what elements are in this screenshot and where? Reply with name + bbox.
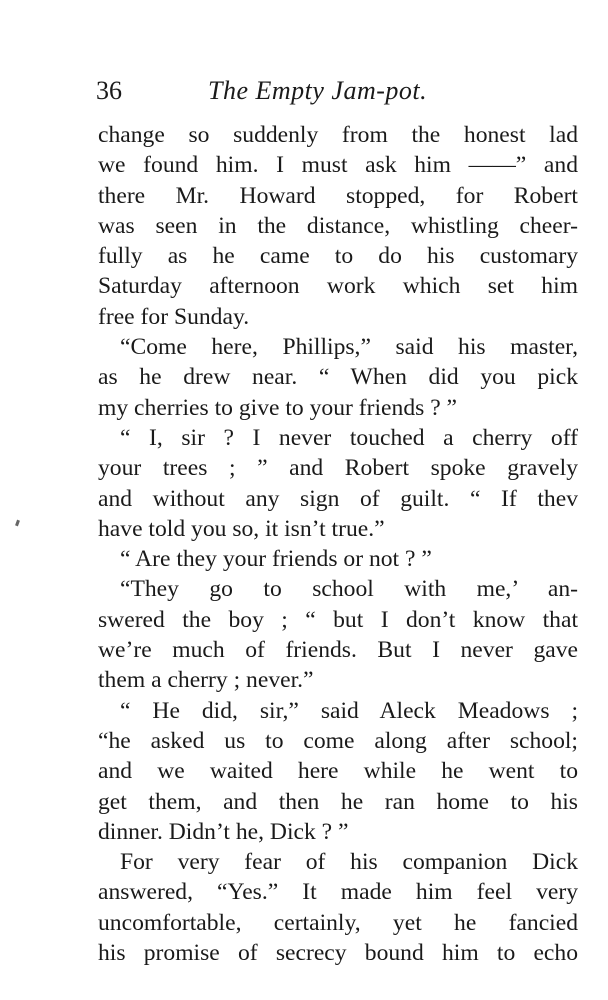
text-line: and without any sign of guilt. “ If thev [98,485,578,512]
text-line: swered the boy ; “ but I don’t know that [98,606,578,633]
text-line: answered, “Yes.” It made him feel very [98,879,578,906]
text-line: “ Are they your friends or not ? ” [120,546,432,573]
margin-speck [15,520,20,527]
text-line: your trees ; ” and Robert spoke gravely [98,455,578,482]
text-line: we found him. I must ask him ——” and [98,152,578,179]
text-line: we’re much of friends. But I never gave [98,637,578,664]
text-line: “Come here, Phillips,” said his master, [120,334,578,361]
text-line: dinner. Didn’t he, Dick ? ” [98,818,349,845]
text-line: For very fear of his companion Dick [120,849,578,876]
text-line: “ He did, sir,” said Aleck Meadows ; [120,697,578,724]
text-line: as he drew near. “ When did you pick [98,364,578,391]
text-line: was seen in the distance, whistling cheer- [98,212,578,239]
text-line: my cherries to give to your friends ? ” [98,394,458,421]
text-line: his promise of secrecy bound him to echo [98,940,578,967]
text-line: “They go to school with me,’ an- [120,576,578,603]
text-line: there Mr. Howard stopped, for Robert [98,182,578,209]
text-line: “ I, sir ? I never touched a cherry off [120,424,578,451]
text-line: get them, and then he ran home to his [98,788,578,815]
running-title: The Empty Jam-pot. [208,76,428,105]
page-header [96,72,504,112]
text-line: and we waited here while he went to [98,758,578,785]
text-line: fully as he came to do his customary [98,243,578,270]
text-line: free for Sunday. [98,303,250,330]
page-number: 36 [96,76,122,105]
text-line: uncomfortable, certainly, yet he fancied [98,909,578,936]
text-line: have told you so, it isn’t true.” [98,515,385,542]
text-line: them a cherry ; never.” [98,667,314,694]
text-line: Saturday afternoon work which set him [98,273,578,300]
body-text [98,120,578,968]
text-line: change so suddenly from the honest lad [98,122,578,148]
text-line: “he asked us to come along after school; [98,727,578,754]
